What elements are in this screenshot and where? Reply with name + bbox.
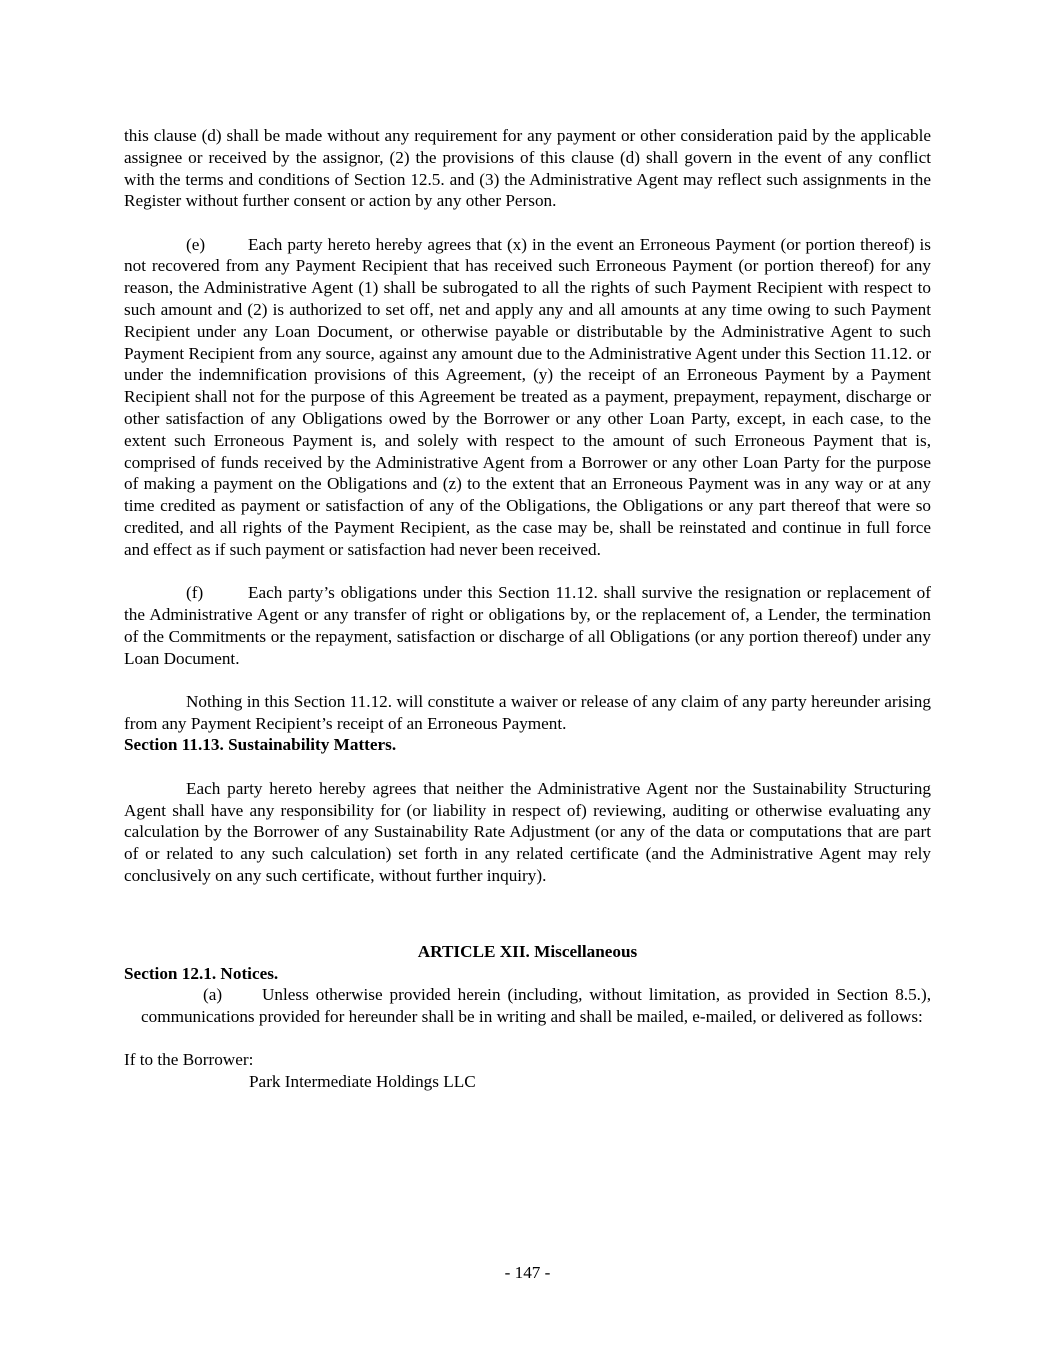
clause-label-e: (e) bbox=[186, 234, 206, 254]
clause-label-f: (f) bbox=[186, 583, 204, 603]
paragraph-f bbox=[124, 582, 931, 669]
clause-text-e: Each party hereto hereby agrees that (x) in the event an Erroneous Payment (or portion thereof) is not recovered from any Payment Recipient that has received such Erroneous Payment (or portion thereof) for any reason, the Administrative Agent (1) shall be subrogated to all the rights of such Payment Recipient with respect to such amount and (2) is authorized to set off, net and apply any and all amounts at any time owing to such Payment Recipient under any Loan Document, or otherwise payable or distributable by the Administrative Agent to such Payment Recipient from any source, against any amount due to the Administrative Agent under this Section 11.12. or under the indemnification provisions of this Agreement, (y) the receipt of an Erroneous Payment by a Payment Recipient shall not for the purpose of this Agreement be treated as a payment, prepayment, repayment, discharge or other satisfaction of any Obligations owed by the Borrower or any other Loan Party, except, in each case, to the extent such Erroneous Payment is, and solely with respect to the amount of such Erroneous Payment that is, comprised of funds received by the Administrative Agent from a Borrower or any other Loan Party for the purpose of making a payment on the Obligations and (z) to the extent that an Erroneous Payment was in any way or at any time credited as payment or satisfaction of any of the Obligations, the Obligations or any part thereof that were so credited, and all rights of the Payment Recipient, as the case may be, shall be reinstated and continue in full force and effect as if such payment or satisfaction had never been received. bbox=[124, 234, 931, 559]
if-to-borrower: If to the Borrower: bbox=[124, 1050, 254, 1070]
paragraph-a bbox=[141, 984, 931, 1028]
borrower-name: Park Intermediate Holdings LLC bbox=[249, 1072, 476, 1092]
article-heading: ARTICLE XII. Miscellaneous bbox=[417, 941, 638, 961]
section-heading-12-1: Section 12.1. Notices. bbox=[124, 963, 279, 983]
clause-text-f: Each party’s obligations under this Section 11.12. shall survive the resignation or replacement of the Administrative Agent or any transfer of right or obligations by, or the replacement of, a Lender, the termination of the Commitments or the repayment, satisfaction or discharge of all Obligations (or any portion thereof) under any Loan Document. bbox=[124, 583, 931, 668]
paragraph-nothing: Nothing in this Section 11.12. will constitute a waiver or release of any claim of any party hereunder arising from any Payment Recipient’s receipt of an Erroneous Payment. bbox=[124, 691, 931, 733]
clause-label-a: (a) bbox=[203, 985, 223, 1005]
paragraph-continuation: this clause (d) shall be made without any requirement for any payment or other consideration paid by the applicable assignee or received by the assignor, (2) the provisions of this clause (d) shall govern in the event of any conflict with the terms and conditions of Section 12.5. and (3) the Administrative Agent may reflect such assignments in the Register without further consent or action by any other Person. bbox=[124, 126, 931, 211]
page-number: - 147 - bbox=[504, 1263, 551, 1282]
page-body bbox=[124, 125, 931, 1093]
paragraph-e bbox=[124, 234, 931, 561]
clause-text-a: Unless otherwise provided herein (including, without limitation, as provided in Section 8.5.), communications provided for hereunder shall be in writing and shall be mailed, e-mailed, or delivered as follows: bbox=[141, 985, 931, 1027]
paragraph-sustainability: Each party hereto hereby agrees that neither the Administrative Agent nor the Sustainability Structuring Agent shall have any responsibility for (or liability in respect of) reviewing, auditing or otherwise evaluating any calculation by the Borrower of any Sustainability Rate Adjustment (or any of the data or computations that are part of or related to any such calculation) set forth in any related certificate (and the Administrative Agent may rely conclusively on any such certificate, without further inquiry). bbox=[124, 778, 931, 885]
section-heading-11-13: Section 11.13. Sustainability Matters. bbox=[124, 735, 397, 755]
